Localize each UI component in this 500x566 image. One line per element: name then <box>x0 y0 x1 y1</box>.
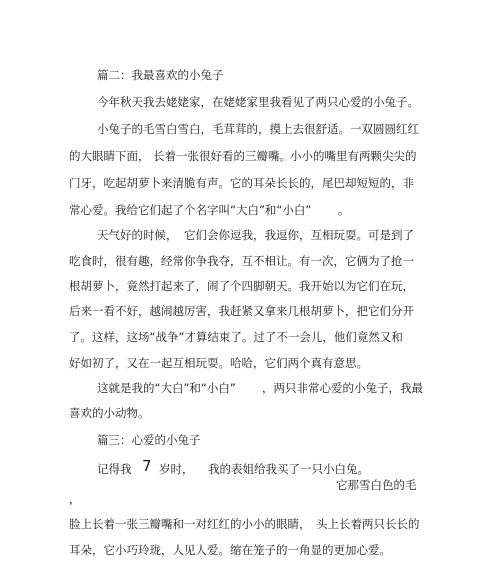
paragraph-line: 根胡萝卜，竟然打起来了，闹了个四脚朝天。我开始以为它们在玩， <box>69 279 414 293</box>
paragraph-line: 的大眼睛下面， <box>69 149 150 163</box>
paragraph-line: 头上长着两只长长的 <box>316 517 420 531</box>
paragraph-line: 耳朵，它小巧玲珑，人见人爱。缩在笼子的一角显的更加心爱。 <box>69 543 391 557</box>
paragraph-line: ， <box>69 492 81 506</box>
paragraph-line: 我的表姐给我买了一只小白兔。 <box>208 462 369 476</box>
paragraph-line: 喜欢的小动物。 <box>69 406 150 420</box>
paragraph-line: 。 <box>338 203 350 217</box>
paragraph-line: 它们会你逗我，我逗你，互相玩耍。可是到了 <box>184 228 414 242</box>
section-2-title: 篇二：我最喜欢的小兔子 <box>97 68 224 82</box>
paragraph-line: 长着一张很好看的三瓣嘴。 <box>153 149 291 163</box>
paragraph-line: ，两只非常心爱的小兔子，我最 <box>262 381 423 395</box>
paragraph-line: 脸上长着一张三瓣嘴和一对红红的小小的眼睛， <box>69 517 311 531</box>
paragraph-line: 常心爱。我给它们起了个名字叫“大白”和“小白” <box>69 203 312 217</box>
paragraph-line: 门牙，吃起胡萝卜来清脆有声。它的耳朵长长的，尾巴却短短的，非 <box>69 176 414 190</box>
paragraph-line: 今年秋天我去姥姥家，在姥姥家里我看见了两只心爱的小兔子。 <box>97 95 419 109</box>
paragraph-line: 小小的嘴里有两颗尖尖的 <box>290 149 417 163</box>
paragraph-line: 好如初了，又在一起互相玩耍。哈哈，它们两个真有意思。 <box>69 356 368 370</box>
section-3-title: 篇三：心爱的小兔子 <box>97 433 201 447</box>
paragraph-line: 吃食时，很有趣，经常你争我夺，互不相让。有一次，它俩为了抢一 <box>69 254 414 268</box>
paragraph-line: 记得我 <box>97 462 132 476</box>
paragraph-line: 了。这样，这场“战争”才算结束了。过了不一会儿，他们竟然又和 <box>69 330 403 344</box>
paragraph-line: 岁时， <box>159 462 194 476</box>
paragraph-line: 它那雪白色的毛 <box>336 478 417 492</box>
paragraph-line: 后来一看不好，越闹越厉害，我赶紧又拿来几根胡萝卜，把它们分开 <box>69 304 414 318</box>
paragraph-line: 7 <box>142 457 152 475</box>
paragraph-line: 这就是我的“大白”和“小白” <box>97 381 236 395</box>
paragraph-line: 天气好的时候， <box>97 228 178 242</box>
paragraph-line: 小兔子的毛雪白雪白，毛茸茸的，摸上去很舒适。一双圆圆红红 <box>97 122 419 136</box>
